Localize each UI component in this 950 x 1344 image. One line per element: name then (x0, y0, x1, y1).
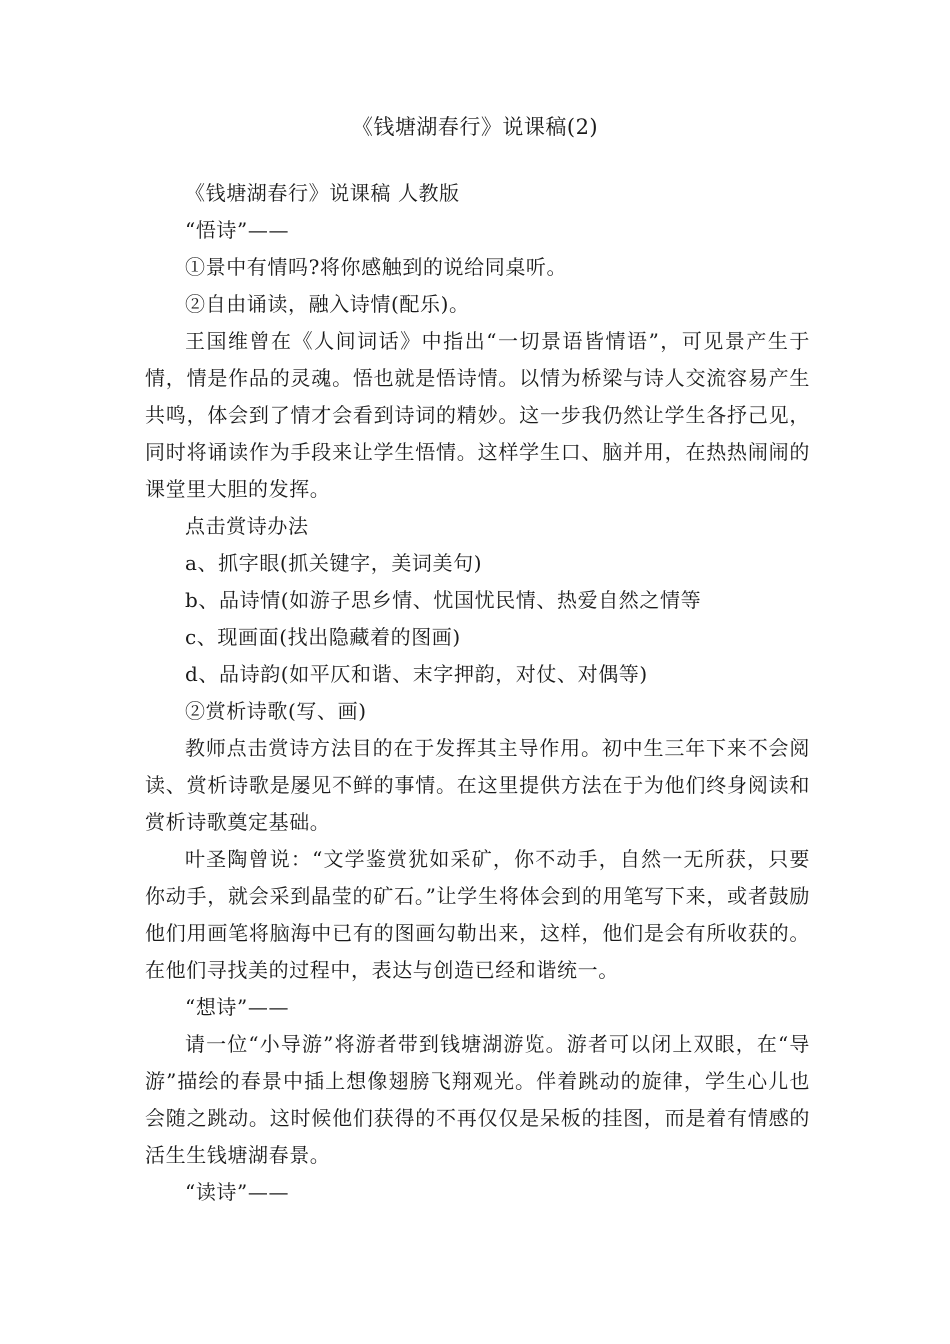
list-item: d、品诗韵(如平仄和谐、末字押韵，对仗、对偶等) (185, 662, 648, 686)
paragraph: ②赏析诗歌(写、画) (185, 699, 367, 723)
list-item: c、现画面(找出隐藏着的图画) (185, 625, 461, 649)
list-item: a、抓字眼(抓关键字，美词美句) (185, 551, 483, 575)
paragraph-section-dushi: “读诗”—— (185, 1180, 290, 1204)
paragraph: 王国维曾在《人间词话》中指出“一切景语皆情语”，可见景产生于情，情是作品的灵魂。悟也就是悟诗情。以情为桥梁与诗人交流容易产生共鸣，体会到了情才会看到诗词的精妙。这一步我仍然让学生各抒己见，同时将诵读作为手段来让学生悟情。这样学生口、脑并用，在热热闹闹的课堂里大胆的发挥。 (145, 329, 810, 501)
paragraph: 请一位“小导游”将游者带到钱塘湖游览。游者可以闭上双眼，在“导游”描绘的春景中插上想像翅膀飞翔观光。伴着跳动的旋律，学生心儿也会随之跳动。这时候他们获得的不再仅仅是呆板的挂图，而是着有情感的活生生钱塘湖春景。 (145, 1032, 810, 1167)
paragraph: 叶圣陶曾说：“文学鉴赏犹如采矿，你不动手，自然一无所获，只要你动手，就会采到晶莹的矿石。”让学生将体会到的用笔写下来，或者鼓励他们用画笔将脑海中已有的图画勾勒出来，这样，他们是会有所收获的。在他们寻找美的过程中，表达与创造已经和谐统一。 (145, 847, 810, 982)
paragraph-subtitle: 《钱塘湖春行》说课稿 人教版 (185, 181, 460, 205)
document-body (145, 175, 810, 1211)
paragraph: 教师点击赏诗方法目的在于发挥其主导作用。初中生三年下来不会阅读、赏析诗歌是屡见不鲜的事情。在这里提供方法在于为他们终身阅读和赏析诗歌奠定基础。 (145, 736, 810, 834)
paragraph-section-xiangshi: “想诗”—— (185, 995, 290, 1019)
paragraph: ②自由诵读，融入诗情(配乐)。 (185, 292, 470, 316)
document-title: 《钱塘湖春行》说课稿(2) (351, 115, 599, 139)
paragraph-section-wushi: “悟诗”—— (185, 218, 290, 242)
list-item: b、品诗情(如游子思乡情、忧国忧民情、热爱自然之情等 (185, 588, 702, 612)
paragraph: ①景中有情吗?将你感触到的说给同桌听。 (185, 255, 568, 279)
paragraph: 点击赏诗办法 (185, 514, 309, 538)
